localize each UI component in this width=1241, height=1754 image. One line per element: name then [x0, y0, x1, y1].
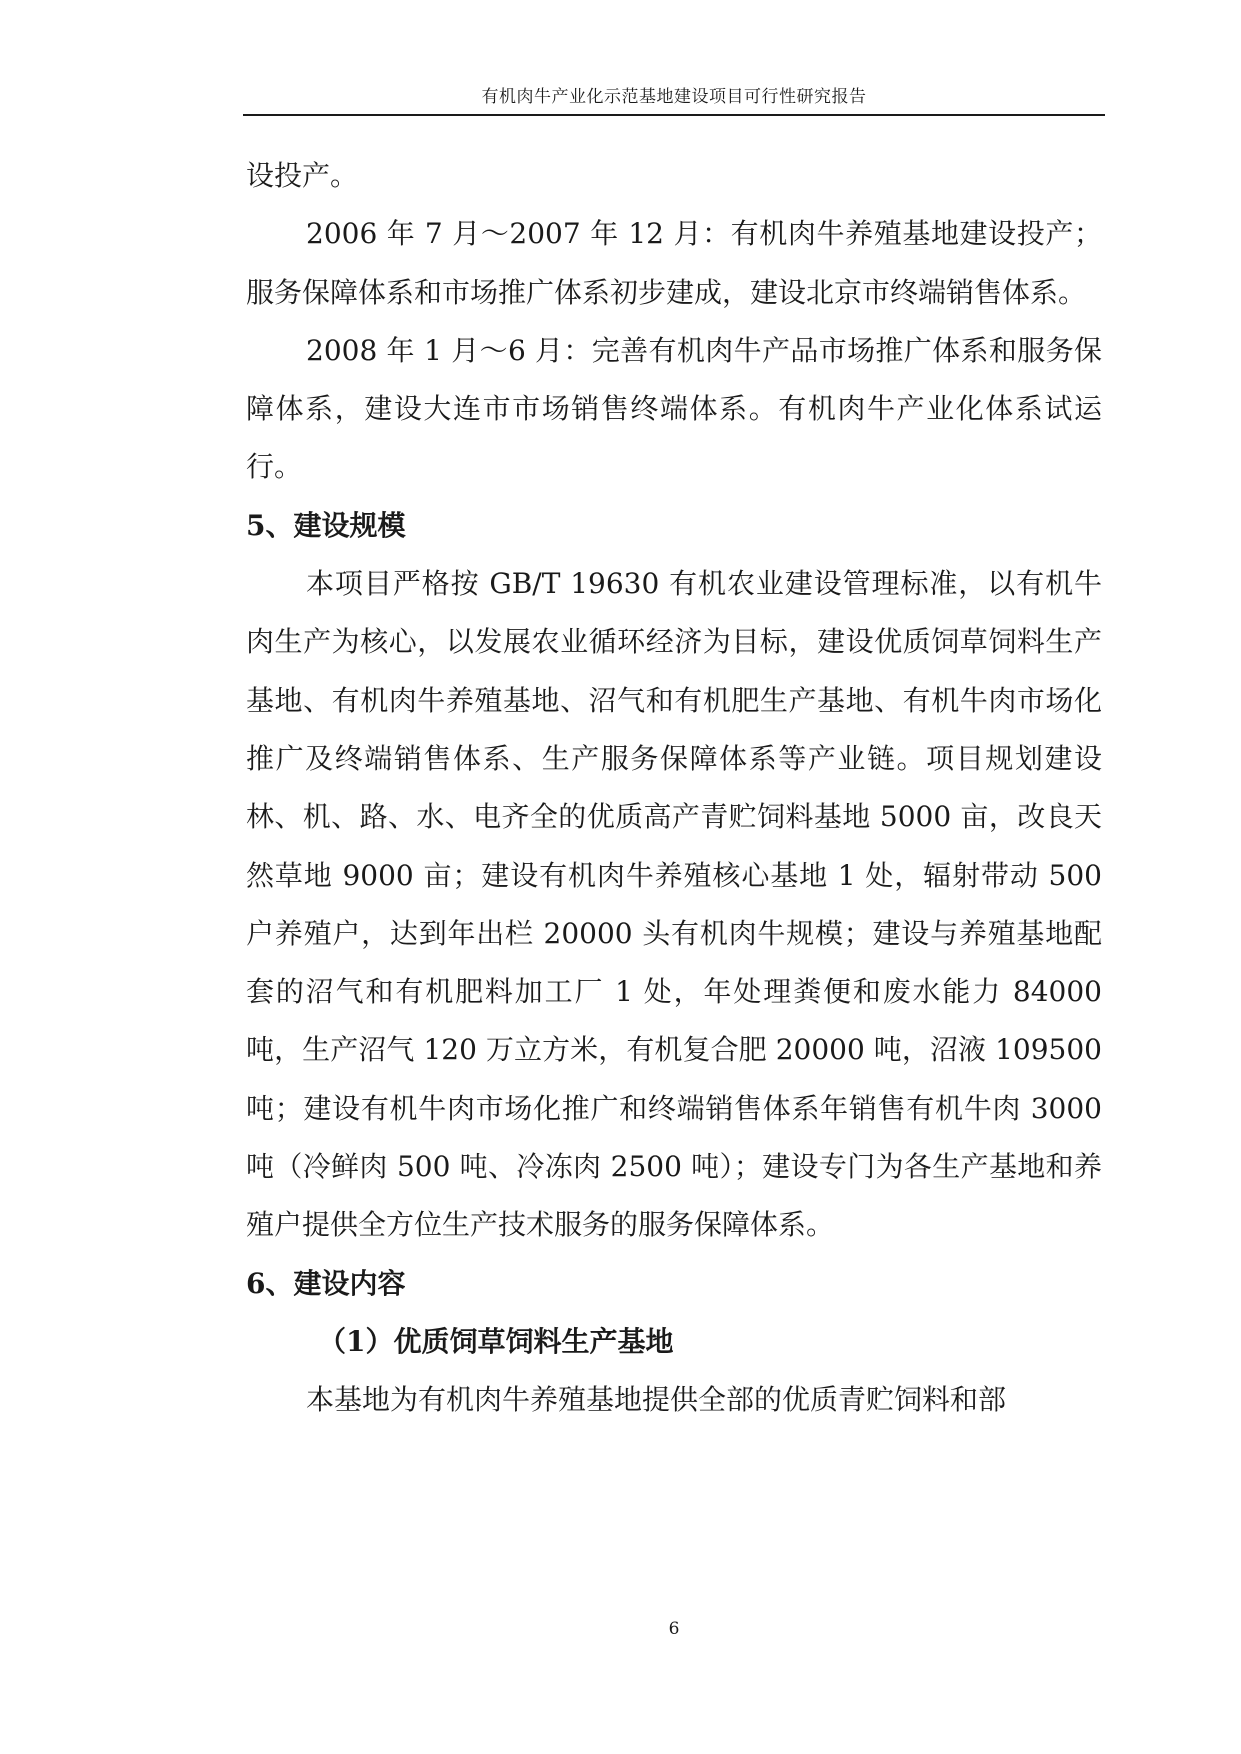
paragraph-construction-scale: 本项目严格按 GB/T 19630 有机农业建设管理标准，以有机牛肉生产为核心，以发展农业循环经济为目标，建设优质饲草饲料生产基地、有机肉牛养殖基地、沼气和有机肥生产基地、有机牛肉市场化推广及终端销售体系、生产服务保障体系等产业链。项目规划建设林、机、路、水、电齐全的优质高产青贮饲料基地 5000 亩，改良天然草地 9000 亩；建设有机肉牛养殖核心基地 1 处，辐射带动 500 户养殖户，达到年出栏 20000 头有机肉牛规模；建设与养殖基地配套的沼气和有机肥料加工厂 1 处，年处理粪便和废水能力 84000 吨，生产沼气 120 万立方米，有机复合肥 20000 吨，沼液 109500 吨；建设有机牛肉市场化推广和终端销售体系年销售有机牛肉 3000 吨（冷鲜肉 500 吨、冷冻肉 2500 吨）；建设专门为各生产基地和养殖户提供全方位生产技术服务的服务保障体系。 — [246, 567, 1102, 1242]
section-heading-6: 6、建设内容 — [246, 1266, 406, 1300]
running-header: 有机肉牛产业化示范基地建设项目可行性研究报告 — [481, 87, 867, 107]
paragraph-feed-base: 本基地为有机肉牛养殖基地提供全部的优质青贮饲料和部 — [306, 1383, 1007, 1417]
section-heading-5: 5、建设规模 — [246, 508, 406, 542]
document-body — [246, 147, 1102, 1430]
header-rule — [243, 114, 1105, 116]
paragraph-schedule-2008: 2008 年 1 月～6 月：完善有机肉牛产品市场推广体系和服务保障体系，建设大连市市场销售终端体系。有机肉牛产业化体系试运行。 — [246, 333, 1102, 484]
subsection-heading-1: （1）优质饲草饲料生产基地 — [318, 1324, 674, 1358]
page-number: 6 — [668, 1619, 680, 1639]
paragraph-schedule-2006: 2006 年 7 月～2007 年 12 月：有机肉牛养殖基地建设投产；服务保障体系和市场推广体系初步建成，建设北京市终端销售体系。 — [246, 217, 1102, 309]
paragraph-continuation: 设投产。 — [246, 159, 359, 192]
